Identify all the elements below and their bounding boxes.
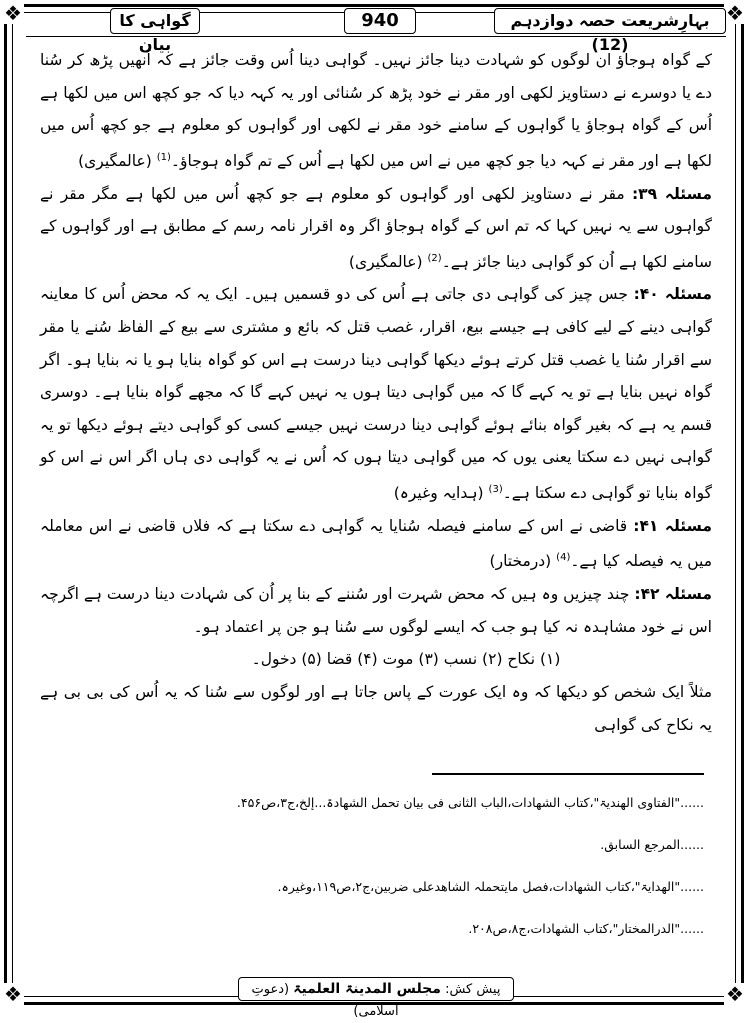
footnote-2: ......المرجع السابق. xyxy=(600,837,704,852)
footnote-1: ......"الفتاوی الھندیۃ"،کتاب الشھادات،الباب الثانی فی بیان تحمل الشھادۃ...إلخ،ج۳،ص۴۵۶. xyxy=(236,795,704,810)
corner-ornament-icon: ❖ xyxy=(2,2,24,24)
footnote-4: ......"الدرالمختار"،کتاب الشھادات،ج۸،ص۲۰۸. xyxy=(468,921,704,936)
masala-label: مسئلہ ۴۱: xyxy=(633,516,712,535)
corner-ornament-icon: ❖ xyxy=(724,983,746,1005)
publisher-org: (دعوتِ اسلامی) xyxy=(251,982,399,1019)
page-header xyxy=(26,6,726,54)
book-title: بہارِشریعت حصہ دوازدہم (12) xyxy=(494,8,726,34)
footnote-3: ......"الھدایۃ"،کتاب الشھادات،فصل مایتحملہ الشاھدعلی ضربین،ج۲،ص۱۱۹،وغیرہ. xyxy=(277,879,704,894)
page-footer xyxy=(238,977,514,1019)
corner-ornament-icon: ❖ xyxy=(2,983,24,1005)
footnote-separator xyxy=(432,773,704,775)
masala-40: مسئلہ ۴۰: جس چیز کی گواہی دی جاتی ہے اُس کی دو قسمیں ہیں۔ ایک یہ کہ محض اُس کا معاینہ گواہی دینے کے لیے کافی ہے جیسے بیع، اقرار، غصب قتل کہ بائع و مشتری سے بیع کے الفاظ سُنے یا مقر سے اقرار سُنا یا غصب قتل کرتے ہوئے دیکھا گواہی دینا درست ہے اس کو گواہ بنایا ہو یا نہ بنایا ہو۔ اگر گواہ نہیں بنایا ہے تو یہ کہے گا کہ میں گواہی دیتا ہوں یہ نہیں کہے گا کہ مجھے گواہ بنایا ہے۔ دوسری قسم یہ ہے کہ بغیر گواہ بنائے ہوئے گواہی دینا درست نہیں جیسے کسی کو گواہی دیتے ہوئے دیکھا تو یہ گواہی نہیں دے سکتا یعنی یوں کہ میں گواہی دیتا ہوں کہ اُس نے یہ گواہی دی ہاں اگر اس نے اس کو گواہ بنایا تو گواہی دے سکتا ہے۔$^{(3)}$ (ہدایہ وغیرہ) xyxy=(40,285,712,503)
footnote-ref[interactable]: (3) xyxy=(488,484,503,496)
masala-label: مسئلہ ۴۲: xyxy=(634,585,712,604)
header-rule xyxy=(26,36,726,37)
footnotes xyxy=(64,788,704,956)
masala-label: مسئلہ ۳۹: xyxy=(631,184,712,203)
corner-ornament-icon: ❖ xyxy=(724,2,746,24)
chapter-title: گواہی کا بیان xyxy=(110,8,200,34)
paragraph-continued: مثلاً ایک شخص کو دیکھا کہ وہ ایک عورت کے پاس جاتا ہے اور لوگوں سے سُنا کہ یہ اُس کی بی بی ہے یہ نکاح کی گواہی xyxy=(40,682,712,734)
masala-41: مسئلہ ۴۱: قاضی نے اس کے سامنے فیصلہ سُنایا یہ گواہی دے سکتا ہے کہ فلاں قاضی نے اس معاملہ میں یہ فیصلہ کیا ہے۔$^{(4)}$ (درمختار) xyxy=(40,516,712,571)
footnote-ref[interactable]: (2) xyxy=(427,252,442,264)
presented-by: پیش کش: xyxy=(445,982,501,997)
page-body xyxy=(40,44,712,741)
paragraph: کے گواہ ہوجاؤ ان لوگوں کو شہادت دینا جائز نہیں۔ گواہی دینا اُس وقت جائز ہے کہ اُنھیں پڑھ کر سُنا دے یا دوسرے نے دستاویز لکھی اور مقر نے خود پڑھ کر سُنائی اور یہ کہہ دیا کہ جو کچھ اس میں لکھا ہے اُس کے گواہ ہوجاؤ یا گواہوں کے سامنے خود مقر نے لکھی اور گواہوں کو معلوم ہے جو کچھ اُس میں لکھا ہے اور مقر نے کہہ دیا جو کچھ میں نے اس میں لکھا ہے اُس کے تم گواہ ہوجاؤ۔$^{(1)}$ (عالمگیری) xyxy=(40,51,712,170)
page-number: 940 xyxy=(344,8,416,34)
masala-39: مسئلہ ۳۹: مقر نے دستاویز لکھی اور گواہوں کو معلوم ہے جو کچھ اُس میں لکھا ہے مگر مقر نے گواہوں سے یہ نہیں کہا کہ تم اس کے گواہ ہوجاؤ اگر وہ اقرار نامہ رسم کے مطابق ہے اور گواہوں کے سامنے لکھا ہے اُن کو گواہی دینا جائز ہے۔$^{(2)}$ (عالمگیری) xyxy=(40,184,712,271)
masala-42: مسئلہ ۴۲: چند چیزیں وہ ہیں کہ محض شہرت اور سُننے کے بنا پر اُن کی شہادت دینا درست ہے اگرچہ اس نے خود مشاہدہ نہ کیا ہو جب کہ ایسے لوگوں سے سُنا ہو جن پر اعتماد ہو۔ xyxy=(40,585,712,636)
footnote-ref[interactable]: (4) xyxy=(556,552,571,564)
masala-label: مسئلہ ۴۰: xyxy=(633,285,712,304)
numbered-list: (۱) نکاح (۲) نسب (۳) موت (۴) قضا (۵) دخول۔ xyxy=(251,650,561,669)
publisher-name: مجلس المدینۃ العلمیۃ xyxy=(293,981,441,997)
footnote-ref[interactable]: (1) xyxy=(156,151,171,163)
